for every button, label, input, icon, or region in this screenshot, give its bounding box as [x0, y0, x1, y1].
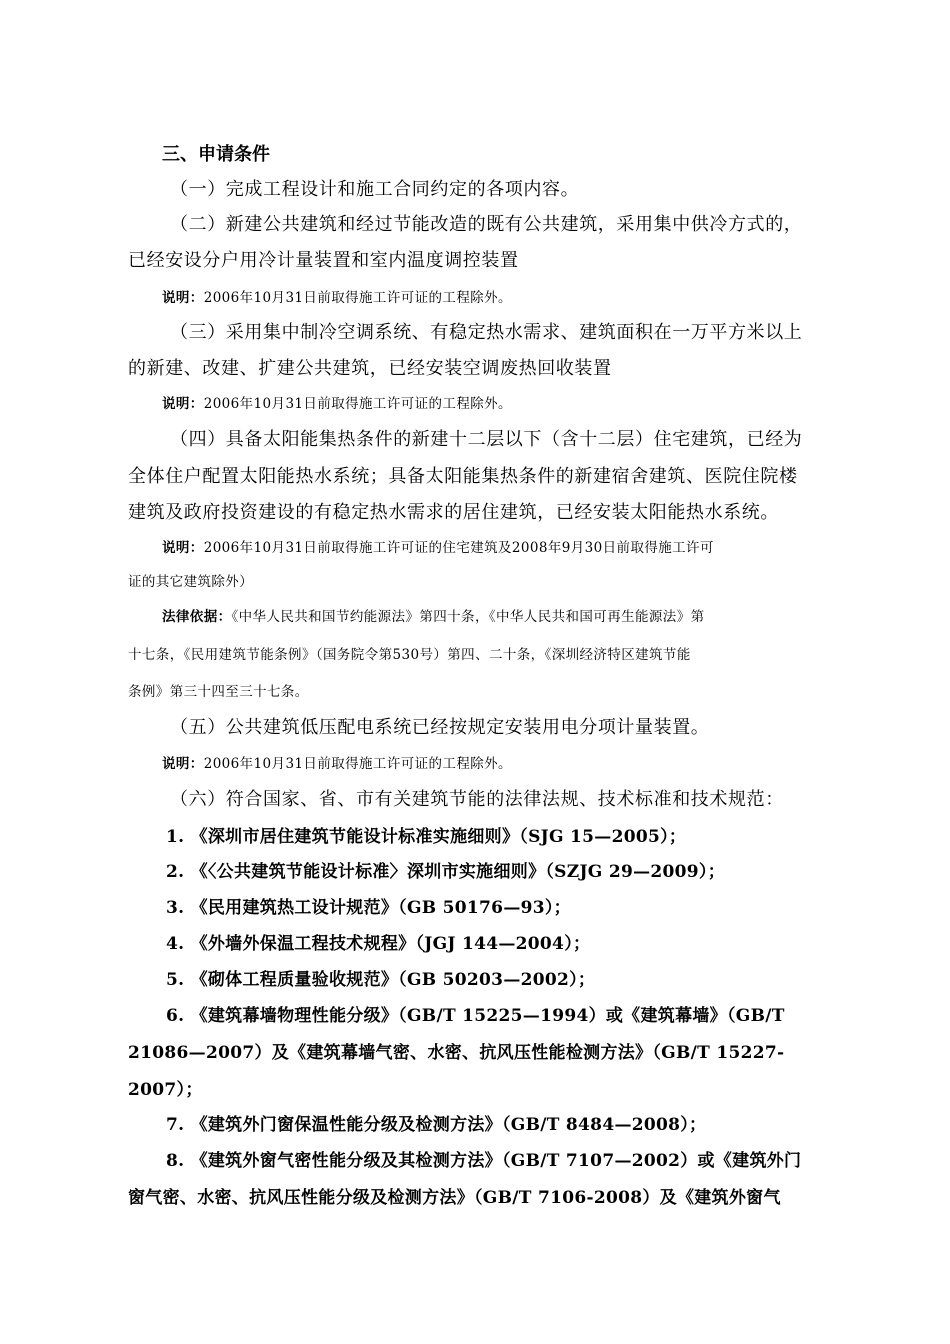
standard-item-1: 1. 《深圳市居住建筑节能设计标准实施细则》（SJG 15—2005）；: [166, 827, 687, 847]
note-3-line-1: [162, 536, 714, 556]
note-label: 说明：: [162, 756, 204, 772]
paragraph-2-line-1: （二）新建公共建筑和经过节能改造的既有公共建筑，采用集中供冷方式的，: [170, 214, 803, 235]
paragraph-3-line-1: （三）采用集中制冷空调系统、有稳定热水需求、建筑面积在一万平方米以上: [170, 322, 803, 343]
standard-item-6-line-1: 6. 《建筑幕墙物理性能分级》（GB/T 15225—1994）或《建筑幕墙》（GB/T: [166, 1006, 785, 1026]
standard-item-8-line-2: 窗气密、水密、抗风压性能分级及检测方法》（GB/T 7106-2008）及《建筑外窗气: [128, 1188, 781, 1208]
standard-item-3: 3. 《民用建筑热工设计规范》（GB 50176—93）；: [166, 898, 571, 918]
paragraph-1: （一）完成工程设计和施工合同约定的各项内容。: [170, 179, 580, 200]
note-1: [162, 286, 512, 306]
note-2: [162, 392, 512, 412]
standard-item-7: 7. 《建筑外门窗保温性能分级及检测方法》（GB/T 8484—2008）；: [166, 1115, 707, 1135]
note-4: [162, 752, 512, 772]
paragraph-4-line-3: 建筑及政府投资建设的有稳定热水需求的居住建筑，已经安装太阳能热水系统。: [128, 502, 779, 523]
legal-basis-line-3: 条例》第三十四至三十七条。: [128, 684, 309, 700]
legal-text: 《中华人民共和国节约能源法》第四十条，《中华人民共和国可再生能源法》第: [231, 609, 705, 625]
paragraph-3-line-2: 的新建、改建、扩建公共建筑，已经安装空调废热回收装置: [128, 358, 612, 379]
standard-item-6-line-3: 2007）；: [128, 1080, 203, 1100]
legal-basis-line-1: [162, 605, 705, 625]
note-text: 2006年10月31日前取得施工许可证的工程除外。: [203, 756, 512, 772]
paragraph-4-line-1: （四）具备太阳能集热条件的新建十二层以下（含十二层）住宅建筑，已经为: [170, 429, 803, 450]
section-heading: 三、申请条件: [162, 144, 270, 165]
standard-item-2: 2. 《〈公共建筑节能设计标准〉深圳市实施细则》（SZJG 29—2009）；: [166, 862, 726, 882]
standard-item-4: 4. 《外墙外保温工程技术规程》（JGJ 144—2004）；: [166, 934, 591, 954]
note-text: 2006年10月31日前取得施工许可证的住宅建筑及2008年9月30日前取得施工许可: [203, 540, 714, 556]
paragraph-4-line-2: 全体住户配置太阳能热水系统；具备太阳能集热条件的新建宿舍建筑、医院住院楼: [128, 466, 798, 487]
note-3-line-2: 证的其它建筑除外）: [128, 574, 254, 590]
paragraph-2-line-2: 已经安设分户用冷计量装置和室内温度调控装置: [128, 250, 519, 271]
legal-label: 法律依据：: [162, 609, 232, 625]
standard-item-5: 5. 《砌体工程质量验收规范》（GB 50203—2002）；: [166, 970, 596, 990]
legal-basis-line-2: 十七条，《民用建筑节能条例》（国务院令第530号）第四、二十条，《深圳经济特区建筑节能: [128, 647, 691, 663]
standard-item-6-line-2: 21086—2007）及《建筑幕墙气密、水密、抗风压性能检测方法》（GB/T 15227-: [128, 1043, 785, 1063]
note-label: 说明：: [162, 396, 204, 412]
paragraph-6: （六）符合国家、省、市有关建筑节能的法律法规、技术标准和技术规范：: [170, 789, 784, 810]
note-text: 2006年10月31日前取得施工许可证的工程除外。: [203, 396, 512, 412]
paragraph-5: （五）公共建筑低压配电系统已经按规定安装用电分项计量装置。: [170, 717, 710, 738]
note-label: 说明：: [162, 290, 204, 306]
note-text: 2006年10月31日前取得施工许可证的工程除外。: [203, 290, 512, 306]
note-label: 说明：: [162, 540, 204, 556]
standard-item-8-line-1: 8. 《建筑外窗气密性能分级及其检测方法》（GB/T 7107—2002）或《建筑外门: [166, 1151, 802, 1171]
